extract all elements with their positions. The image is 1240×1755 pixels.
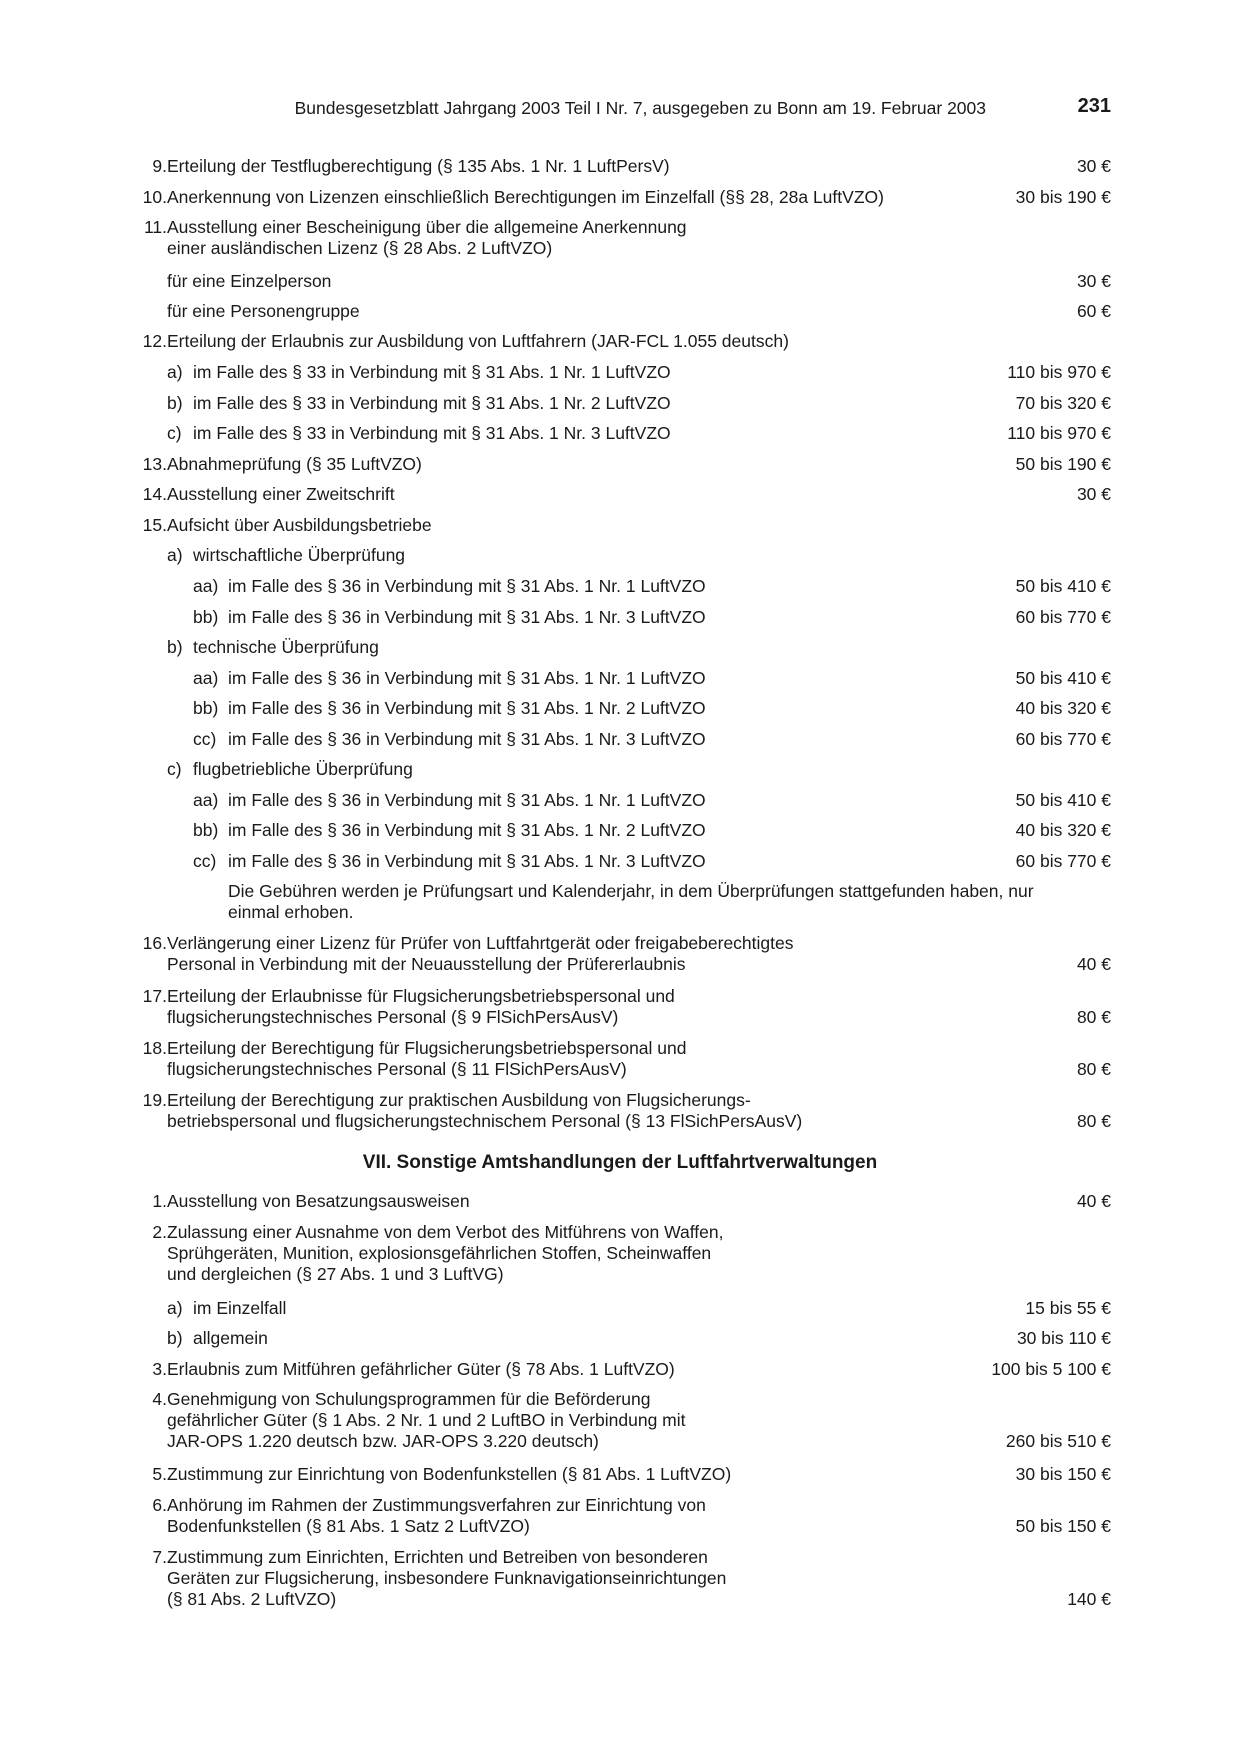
item-text: Zustimmung zum Einrichten, Errichten und Betreiben von besonderen [167,1547,708,1567]
fee-item [0,1546,1240,1609]
fee-item [0,932,1240,974]
fee-amount: 30 € [1076,271,1111,291]
item-number: 11. [143,217,167,237]
item-sublabel: bb) [193,607,219,627]
item-sublabel: b) [167,637,183,657]
item-text: im Falle des § 33 in Verbindung mit § 31 Abs. 1 Nr. 2 LuftVZO [193,393,671,413]
item-text: gefährlicher Güter (§ 1 Abs. 2 Nr. 1 und 2 LuftBO in Verbindung mit [167,1410,686,1430]
fee-amount: 60 bis 770 € [1015,851,1111,871]
fee-item [0,216,1240,258]
item-text: technische Überprüfung [193,637,379,657]
item-sublabel: a) [167,545,183,565]
fee-amount: 260 bis 510 € [1005,1431,1111,1451]
item-text: Aufsicht über Ausbildungsbetriebe [167,515,432,535]
item-sublabel: b) [167,393,183,413]
item-number: 19. [142,1090,167,1110]
item-sublabel: a) [167,362,183,382]
fee-amount: 100 bis 5 100 € [991,1359,1111,1379]
item-number: 7. [152,1547,167,1567]
item-text: (§ 81 Abs. 2 LuftVZO) [167,1589,337,1609]
item-text: Ausstellung einer Zweitschrift [167,484,395,504]
item-number: 4. [152,1389,167,1409]
fee-item [0,850,1240,871]
item-sublabel: c) [167,423,182,443]
fee-amount: 80 € [1076,1059,1111,1079]
item-text: einmal erhoben. [228,902,354,922]
fee-item [0,1190,1240,1211]
item-text: Sprühgeräten, Munition, explosionsgefährlichen Stoffen, Scheinwaffen [167,1243,712,1263]
fee-item [0,1494,1240,1536]
fee-item [0,1463,1240,1484]
fee-item [0,300,1240,321]
fee-amount: 110 bis 970 € [1007,362,1111,382]
item-number: 3. [152,1359,167,1379]
item-text: Bodenfunkstellen (§ 81 Abs. 1 Satz 2 LuftVZO) [167,1516,530,1536]
item-text: Verlängerung einer Lizenz für Prüfer von Luftfahrtgerät oder freigabeberechtigtes [167,933,794,953]
item-text: Erlaubnis zum Mitführen gefährlicher Güter (§ 78 Abs. 1 LuftVZO) [167,1359,675,1379]
fee-item [0,514,1240,535]
item-number: 1. [152,1191,167,1211]
item-text: im Falle des § 36 in Verbindung mit § 31 Abs. 1 Nr. 2 LuftVZO [228,820,706,840]
fee-item [0,636,1240,657]
fee-amount: 50 bis 410 € [1015,668,1111,688]
fee-item [0,422,1240,443]
fee-item [0,606,1240,627]
item-text: flugbetriebliche Überprüfung [193,759,413,779]
item-sublabel: a) [167,1298,183,1318]
item-text: für eine Einzelperson [167,271,332,291]
fee-amount: 40 bis 320 € [1015,820,1111,840]
fee-amount: 30 bis 190 € [1015,187,1111,207]
fee-amount: 40 € [1076,1191,1111,1211]
fee-amount: 40 bis 320 € [1015,698,1111,718]
fee-item [0,270,1240,291]
item-sublabel: b) [167,1328,183,1348]
fee-item [0,392,1240,413]
item-text: Die Gebühren werden je Prüfungsart und Kalenderjahr, in dem Überprüfungen stattgefunden haben, nur [228,881,1034,901]
item-number: 16. [142,933,167,953]
item-number: 18. [142,1038,167,1058]
item-sublabel: aa) [193,576,219,596]
item-text: im Falle des § 36 in Verbindung mit § 31 Abs. 1 Nr. 1 LuftVZO [228,790,706,810]
fee-amount: 80 € [1076,1007,1111,1027]
item-number: 17. [142,986,167,1006]
item-text: einer ausländischen Lizenz (§ 28 Abs. 2 LuftVZO) [167,238,553,258]
item-number: 15. [142,515,167,535]
item-text: im Einzelfall [193,1298,287,1318]
item-text: Erteilung der Berechtigung zur praktischen Ausbildung von Flugsicherungs- [167,1090,751,1110]
running-header: Bundesgesetzblatt Jahrgang 2003 Teil I Nr. 7, ausgegeben zu Bonn am 19. Februar 2003 [294,98,986,118]
item-text: Abnahmeprüfung (§ 35 LuftVZO) [167,454,422,474]
item-sublabel: cc) [193,851,217,871]
fee-item [0,483,1240,504]
item-text: im Falle des § 33 in Verbindung mit § 31 Abs. 1 Nr. 3 LuftVZO [193,423,671,443]
fee-amount: 40 € [1076,954,1111,974]
item-text: wirtschaftliche Überprüfung [193,545,406,565]
item-number: 5. [152,1464,167,1484]
item-text: im Falle des § 36 in Verbindung mit § 31 Abs. 1 Nr. 1 LuftVZO [228,668,706,688]
item-text: im Falle des § 36 in Verbindung mit § 31 Abs. 1 Nr. 3 LuftVZO [228,607,706,627]
item-text: im Falle des § 36 in Verbindung mit § 31 Abs. 1 Nr. 1 LuftVZO [228,576,706,596]
fee-item [0,1297,1240,1318]
fee-amount: 50 bis 150 € [1015,1516,1111,1536]
fee-item [0,667,1240,688]
fee-amount: 80 € [1076,1111,1111,1131]
fee-item [0,728,1240,749]
fee-amount: 70 bis 320 € [1015,393,1111,413]
item-text: Zulassung einer Ausnahme von dem Verbot des Mitführens von Waffen, [167,1222,724,1242]
item-text: Ausstellung einer Bescheinigung über die allgemeine Anerkennung [167,217,687,237]
fee-item [0,361,1240,382]
fee-item [0,1037,1240,1079]
item-text: Anhörung im Rahmen der Zustimmungsverfahren zur Einrichtung von [167,1495,706,1515]
item-text: Erteilung der Erlaubnis zur Ausbildung von Luftfahrern (JAR-FCL 1.055 deutsch) [167,331,789,351]
fee-amount: 30 € [1076,156,1111,176]
fee-amount: 60 bis 770 € [1015,729,1111,749]
fee-item [0,1358,1240,1379]
fee-item [0,789,1240,810]
item-text: und dergleichen (§ 27 Abs. 1 und 3 LuftVG) [167,1264,504,1284]
fee-item [0,1388,1240,1451]
fee-item [0,155,1240,176]
fee-item [0,819,1240,840]
page-header [0,95,1240,124]
item-text: Personal in Verbindung mit der Neuausstellung der Prüfererlaubnis [167,954,686,974]
fee-item [0,985,1240,1027]
item-text: flugsicherungstechnisches Personal (§ 9 FlSichPersAusV) [167,1007,619,1027]
item-number: 12. [142,331,167,351]
section-heading: VII. Sonstige Amtshandlungen der Luftfahrtverwaltungen [362,1152,878,1173]
item-number: 14. [142,484,167,504]
item-number: 6. [152,1495,167,1515]
item-text: Anerkennung von Lizenzen einschließlich Berechtigungen im Einzelfall (§§ 28, 28a LuftVZO) [167,187,884,207]
fee-amount: 60 bis 770 € [1015,607,1111,627]
item-text: allgemein [193,1328,268,1348]
item-text: im Falle des § 36 in Verbindung mit § 31 Abs. 1 Nr. 2 LuftVZO [228,698,706,718]
item-text: Erteilung der Testflugberechtigung (§ 135 Abs. 1 Nr. 1 LuftPersV) [167,156,670,176]
item-text: Erteilung der Erlaubnisse für Flugsicherungsbetriebspersonal und [167,986,675,1006]
item-sublabel: bb) [193,698,219,718]
item-number: 13. [142,454,167,474]
item-text: für eine Personengruppe [167,301,360,321]
item-text: Geräten zur Flugsicherung, insbesondere Funknavigationseinrichtungen [167,1568,727,1588]
item-number: 9. [152,156,167,176]
item-text: im Falle des § 33 in Verbindung mit § 31 Abs. 1 Nr. 1 LuftVZO [193,362,671,382]
item-sublabel: aa) [193,790,219,810]
item-text: JAR-OPS 1.220 deutsch bzw. JAR-OPS 3.220 deutsch) [167,1431,599,1451]
fee-amount: 30 bis 110 € [1016,1328,1111,1348]
item-sublabel: c) [167,759,182,779]
fee-item [0,697,1240,718]
fee-item [0,880,1240,922]
fee-amount: 140 € [1067,1589,1111,1609]
fee-amount: 15 bis 55 € [1025,1298,1111,1318]
fee-amount: 50 bis 410 € [1015,576,1111,596]
item-number: 2. [152,1222,167,1242]
item-number: 10. [142,187,167,207]
item-sublabel: bb) [193,820,219,840]
item-text: im Falle des § 36 in Verbindung mit § 31 Abs. 1 Nr. 3 LuftVZO [228,851,706,871]
fee-amount: 50 bis 190 € [1015,454,1111,474]
fee-item [0,544,1240,565]
fee-item [0,758,1240,779]
fee-amount: 30 € [1076,484,1111,504]
item-sublabel: cc) [193,729,217,749]
item-text: betriebspersonal und flugsicherungstechnischem Personal (§ 13 FlSichPersAusV) [167,1111,803,1131]
fee-item [0,186,1240,207]
fee-item [0,1221,1240,1284]
fee-amount: 110 bis 970 € [1007,423,1111,443]
fee-item [0,1089,1240,1131]
fee-amount: 30 bis 150 € [1015,1464,1111,1484]
item-text: Ausstellung von Besatzungsausweisen [167,1191,470,1211]
item-text: Erteilung der Berechtigung für Flugsicherungsbetriebspersonal und [167,1038,687,1058]
fee-item [0,453,1240,474]
item-text: im Falle des § 36 in Verbindung mit § 31 Abs. 1 Nr. 3 LuftVZO [228,729,706,749]
item-text: flugsicherungstechnisches Personal (§ 11 FlSichPersAusV) [167,1059,627,1079]
item-sublabel: aa) [193,668,219,688]
fee-item [0,575,1240,596]
fee-item [0,1327,1240,1348]
fee-amount: 60 € [1076,301,1111,321]
fee-item [0,330,1240,351]
item-text: Genehmigung von Schulungsprogrammen für die Beförderung [167,1389,651,1409]
fee-amount: 50 bis 410 € [1015,790,1111,810]
item-text: Zustimmung zur Einrichtung von Bodenfunkstellen (§ 81 Abs. 1 LuftVZO) [167,1464,732,1484]
page-number: 231 [1077,95,1111,117]
